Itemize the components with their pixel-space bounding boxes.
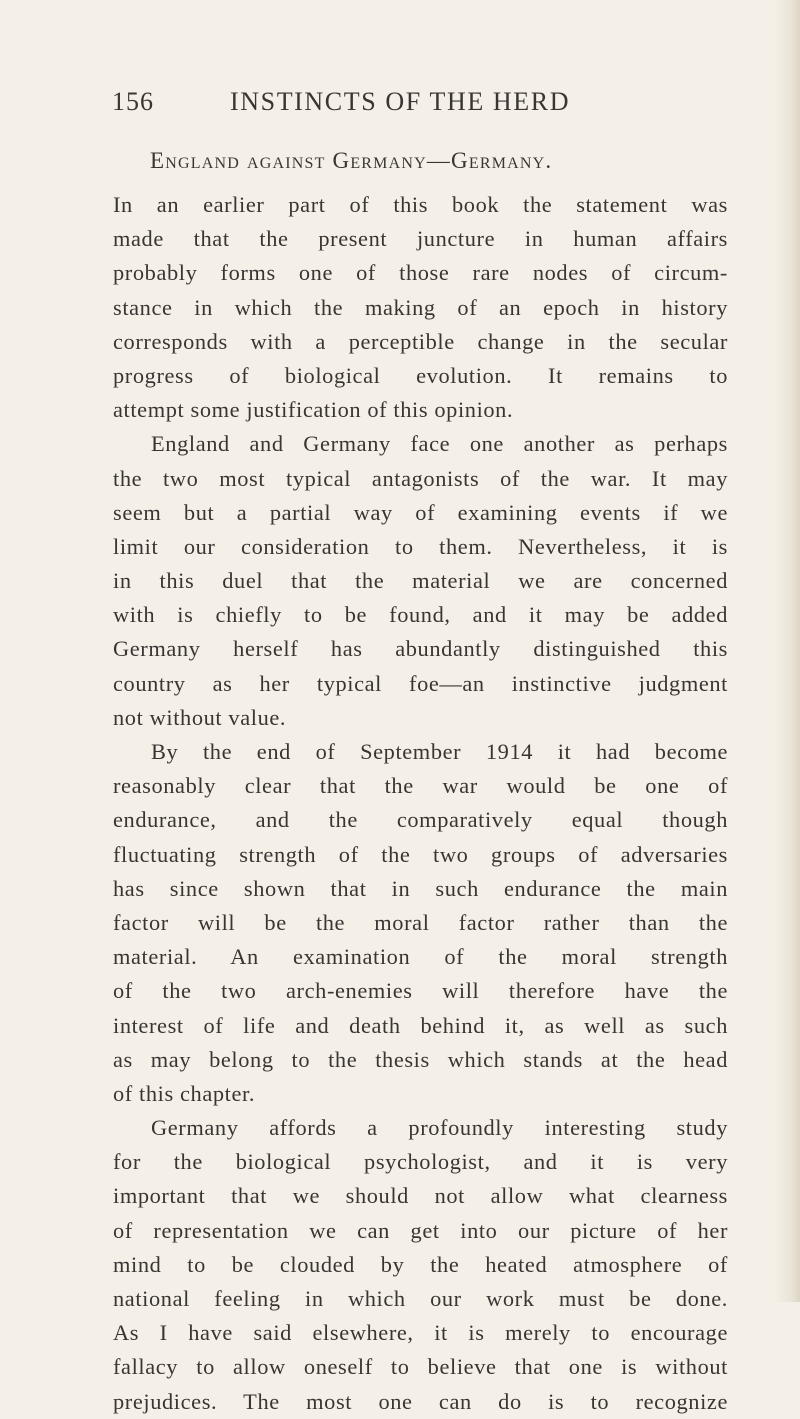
text-line: progress of biological evolution. It remains to: [113, 362, 728, 388]
text-line: mind to be clouded by the heated atmosphere of: [113, 1251, 728, 1277]
text-line: the two most typical antagonists of the war. It may: [113, 465, 728, 491]
text-line: stance in which the making of an epoch in history: [113, 294, 728, 320]
text-line: prejudices. The most one can do is to recognize: [113, 1388, 728, 1414]
text-line: of representation we can get into our picture of her: [113, 1217, 728, 1243]
text-line: In an earlier part of this book the statement was: [113, 192, 728, 217]
text-line: not without value.: [113, 704, 287, 730]
running-head: [112, 86, 722, 118]
text-line: factor will be the moral factor rather than the: [113, 909, 728, 935]
text-line: corresponds with a perceptible change in the secular: [113, 328, 728, 354]
text-line: seem but a partial way of examining events if we: [113, 499, 728, 525]
body-text: [113, 188, 728, 1419]
text-line: probably forms one of those rare nodes of circum-: [113, 260, 728, 286]
text-line: in this duel that the material we are concerned: [113, 568, 728, 594]
text-line: of this chapter.: [113, 1080, 256, 1106]
section-heading: England against Germany—Germany.: [150, 148, 553, 173]
text-line: country as her typical foe—an instinctive judgment: [113, 670, 728, 696]
text-line: attempt some justification of this opinion.: [113, 397, 514, 423]
text-line: of the two arch-enemies will therefore have the: [113, 978, 728, 1004]
text-line: limit our consideration to them. Nevertheless, it is: [113, 533, 728, 559]
text-line: important that we should not allow what clearness: [113, 1183, 728, 1209]
paragraph-start-line: Germany affords a profoundly interesting study: [151, 1115, 728, 1141]
paragraph-start-line: By the end of September 1914 it had become: [151, 739, 728, 764]
text-line: fallacy to allow oneself to believe that one is without: [113, 1354, 728, 1380]
paragraph-start-line: England and Germany face one another as perhaps: [151, 431, 728, 457]
text-line: national feeling in which our work must be done.: [113, 1286, 728, 1311]
text-line: fluctuating strength of the two groups of adversaries: [113, 841, 728, 867]
text-line: material. An examination of the moral strength: [113, 944, 728, 970]
running-title: INSTINCTS OF THE HERD: [230, 87, 571, 116]
text-line: Germany herself has abundantly distinguished this: [113, 636, 728, 662]
text-line: reasonably clear that the war would be one of: [113, 773, 728, 799]
page-edge-shadow: [774, 0, 800, 1302]
text-line: as may belong to the thesis which stands at the head: [113, 1046, 728, 1072]
page-number: 156: [112, 87, 154, 116]
text-line: has since shown that in such endurance the main: [113, 875, 728, 901]
text-line: endurance, and the comparatively equal though: [113, 807, 728, 833]
text-line: interest of life and death behind it, as well as such: [113, 1012, 728, 1038]
text-line: made that the present juncture in human affairs: [113, 226, 728, 252]
text-line: As I have said elsewhere, it is merely to encourage: [113, 1320, 728, 1346]
text-line: for the biological psychologist, and it is very: [113, 1149, 728, 1175]
text-line: with is chiefly to be found, and it may be added: [113, 602, 728, 628]
